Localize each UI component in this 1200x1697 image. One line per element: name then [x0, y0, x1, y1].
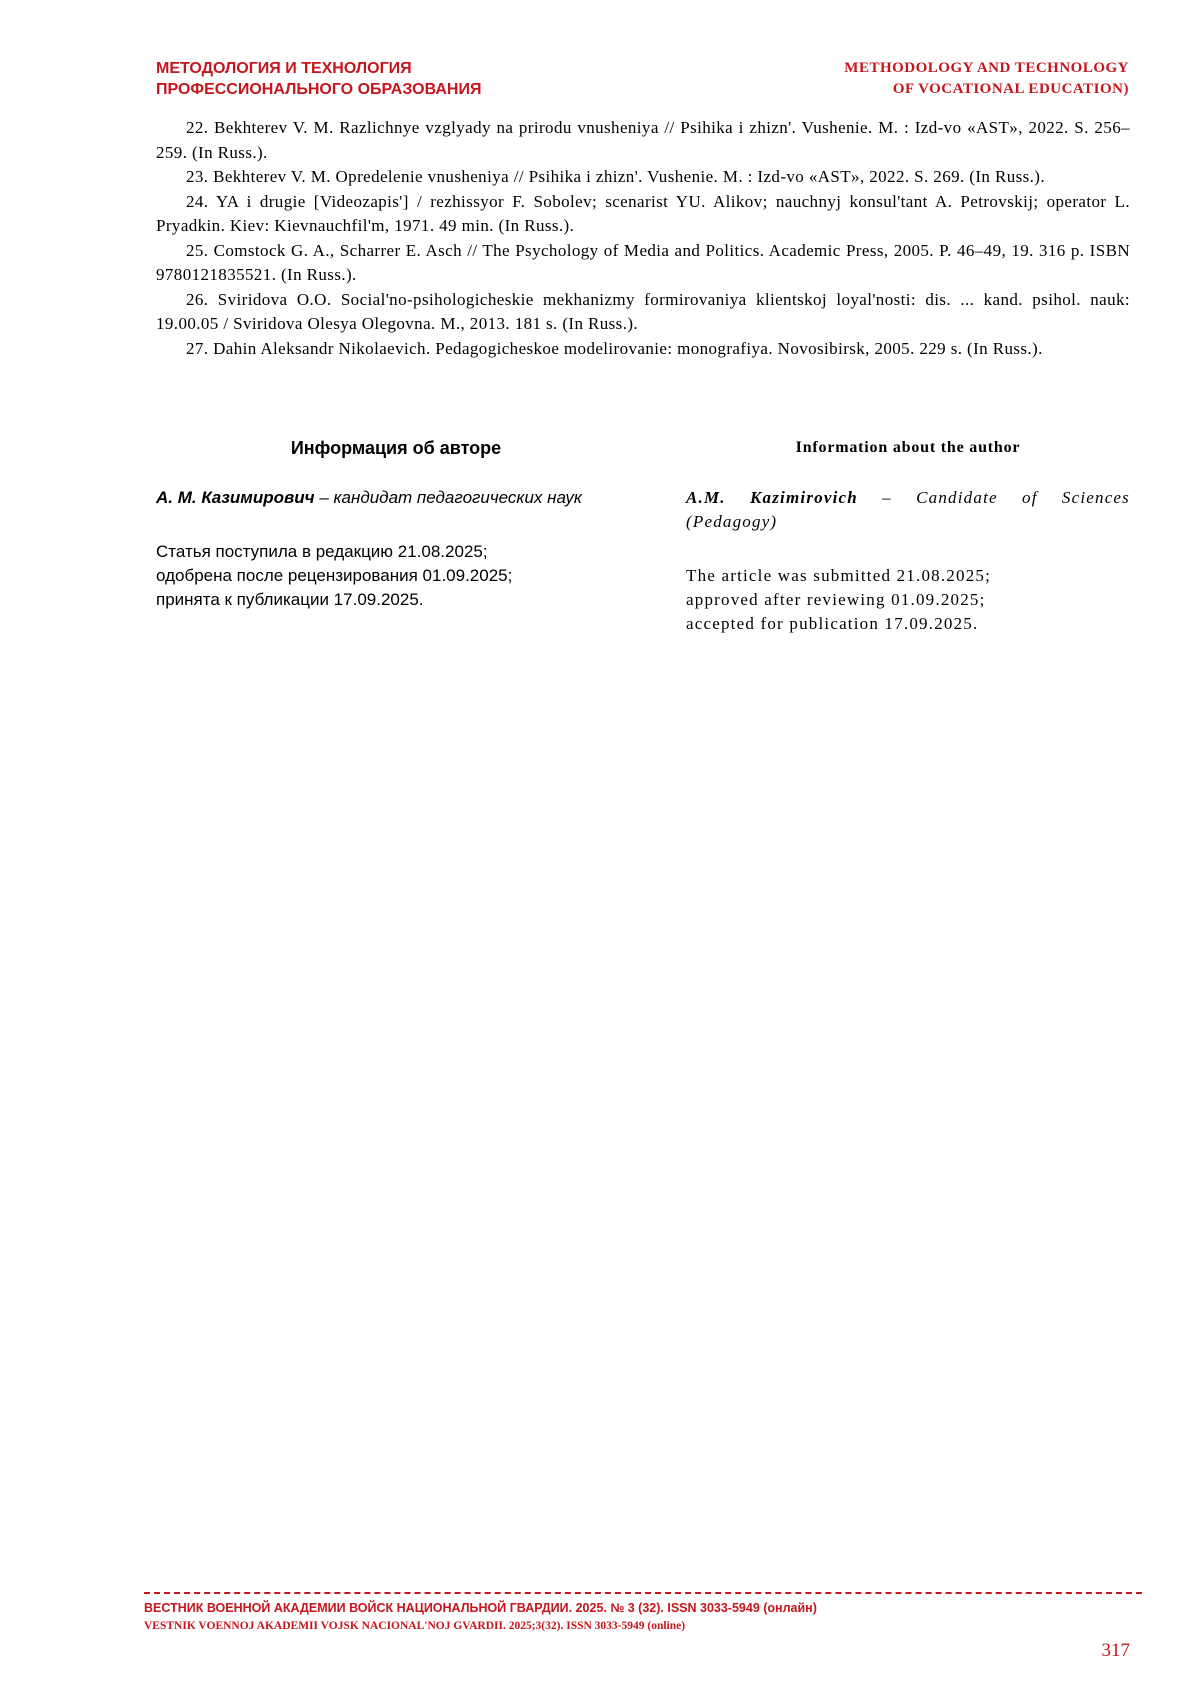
- date-approved-ru: одобрена после рецензирования 01.09.2025;: [156, 566, 513, 585]
- date-accepted-ru: принята к публикации 17.09.2025.: [156, 590, 424, 609]
- reference-item: 25. Comstock G. A., Scharrer E. Asch // The Psychology of Media and Politics. Academic Press, 2005. P. 46–49, 19. 316 p. ISBN 9780121835521. (In Russ.).: [156, 240, 1130, 284]
- date-accepted-en: accepted for publication 17.09.2025.: [686, 614, 979, 633]
- reference-item: 23. Bekhterev V. M. Opredelenie vnusheniya // Psihika i zhizn'. Vushenie. M. : Izd-vo «AST», 2022. S. 269. (In Russ.).: [186, 167, 1046, 186]
- author-ru-entry: [156, 486, 636, 510]
- footer-divider: [144, 1592, 1142, 1594]
- reference-item: 27. Dahin Aleksandr Nikolaevich. Pedagogicheskoe modelirovanie: monografiya. Novosibirsk, 2005. 229 s. (In Russ.).: [186, 338, 1043, 358]
- date-submitted-ru: Статья поступила в редакцию 21.08.2025;: [156, 542, 488, 561]
- reference-list: [156, 116, 1130, 361]
- footer-journal-en: VESTNIK VOENNOJ AKADEMII VOJSK NACIONAL'NOJ GVARDII. 2025;3(32). ISSN 3033-5949 (online): [144, 1620, 686, 1632]
- running-header-en: [844, 58, 1129, 100]
- author-ru-name: А. М. Казимирович: [156, 488, 315, 507]
- author-en-degree: – Candidate of Sciences (Pedagogy): [686, 488, 1130, 531]
- author-info-en: [686, 436, 1130, 636]
- header-en-line1: METHODOLOGY AND TECHNOLOGY: [844, 60, 1129, 76]
- article-dates-en: [686, 564, 1130, 636]
- page-number: 317: [1101, 1640, 1130, 1661]
- author-ru-degree: – кандидат педагогических наук: [314, 488, 582, 507]
- header-ru-line1: МЕТОДОЛОГИЯ И ТЕХНОЛОГИЯ: [156, 60, 412, 77]
- author-en-name: A.M. Kazimirovich: [686, 488, 858, 507]
- running-header-ru: [156, 58, 481, 100]
- header-en-line2: OF VOCATIONAL EDUCATION): [892, 81, 1129, 97]
- author-en-entry: [686, 486, 1130, 534]
- date-approved-en: approved after reviewing 01.09.2025;: [686, 590, 986, 609]
- header-ru-line2: ПРОФЕССИОНАЛЬНОГО ОБРАЗОВАНИЯ: [156, 81, 482, 98]
- author-info-ru: [156, 436, 636, 612]
- article-dates-ru: [156, 540, 636, 612]
- reference-item: 22. Bekhterev V. M. Razlichnye vzglyady na prirodu vnusheniya // Psihika i zhizn'. Vushenie. M. : Izd-vo «AST», 2022. S. 256–259. (In Russ.).: [156, 118, 1130, 162]
- reference-item: 24. YA i drugie [Videozapis'] / rezhissyor F. Sobolev; scenarist YU. Alikov; nauchnyj konsul'tant A. Petrovskij; operator L. Pryadkin. Kiev: Kievnauchfil'm, 1971. 49 min. (In Russ.).: [156, 191, 1130, 235]
- reference-item: 26. Sviridova O.O. Social'no-psihologicheskie mekhanizmy formirovaniya klientskoj loyal'nosti: dis. ... kand. psihol. nauk: 19.00.05 / Sviridova Olesya Olegovna. M., 2013. 181 s. (In Russ.).: [156, 289, 1130, 333]
- date-submitted-en: The article was submitted 21.08.2025;: [686, 566, 992, 585]
- author-info-en-title: Information about the author: [795, 439, 1021, 456]
- footer-journal-ru: ВЕСТНИК ВОЕННОЙ АКАДЕМИИ ВОЙСК НАЦИОНАЛЬНОЙ ГВАРДИИ. 2025. № 3 (32). ISSN 3033-5949 (онлайн): [144, 1601, 817, 1615]
- author-info-ru-title: Информация об авторе: [290, 438, 502, 458]
